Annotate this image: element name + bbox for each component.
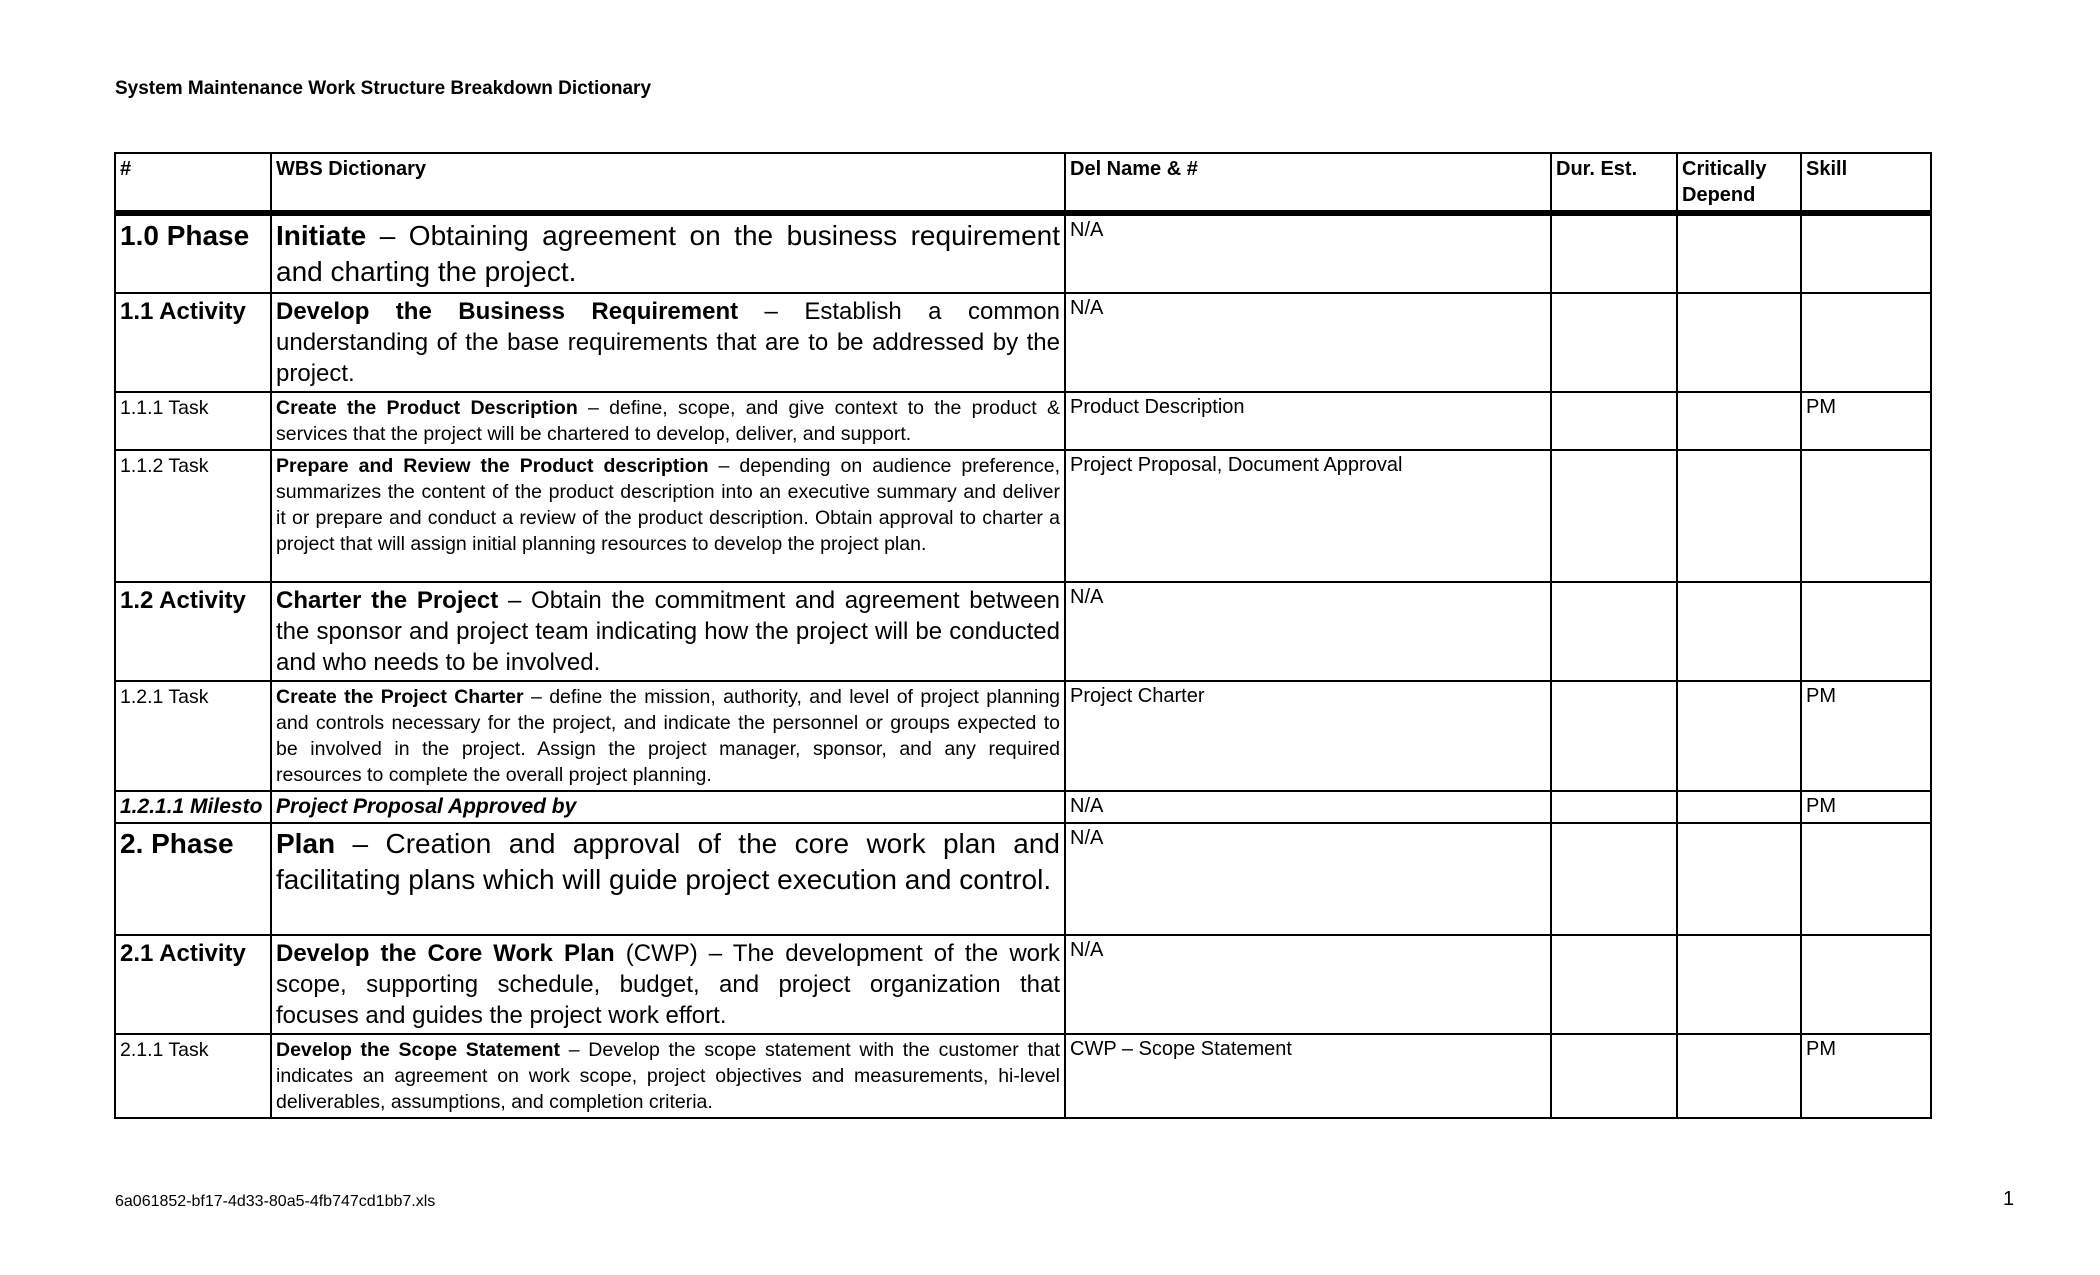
wbs-item-text: (CWP) – The development of the work scope, supporting schedule, budget, and project organization that focuses and guides the project work effort. [276, 940, 1060, 1029]
deliverable-cell: Project Proposal, Document Approval [1065, 450, 1551, 582]
deliverable-cell: Product Description [1065, 392, 1551, 450]
document-title: System Maintenance Work Structure Breakdown Dictionary [115, 78, 652, 99]
skill-cell [1801, 213, 1931, 293]
row-id: 1.1.2 Task [115, 450, 271, 582]
wbs-item-text: – Establish a common understanding of the base requirements that are to be addressed by the project. [276, 298, 1060, 387]
deliverable-cell: N/A [1065, 582, 1551, 681]
row-id: 1.1.1 Task [115, 392, 271, 450]
wbs-description [271, 823, 1065, 935]
table-row [115, 681, 1931, 791]
critically-depend-cell [1677, 582, 1801, 681]
skill-cell: PM [1801, 392, 1931, 450]
header-critically-line2: Depend [1682, 184, 1756, 206]
wbs-description [271, 791, 1065, 823]
wbs-description [271, 213, 1065, 293]
wbs-dictionary-table [114, 152, 1932, 1119]
critically-depend-cell [1677, 823, 1801, 935]
table-row [115, 791, 1931, 823]
row-id: 1.2.1 Task [115, 681, 271, 791]
table-row [115, 582, 1931, 681]
header-deliverable: Del Name & # [1065, 153, 1551, 213]
critically-depend-cell [1677, 450, 1801, 582]
wbs-item-text: – Obtaining agreement on the business requirement and charting the project. [276, 220, 1060, 287]
wbs-description [271, 450, 1065, 582]
wbs-item-text: – Develop the scope statement with the customer that indicates an agreement on work scope, project objectives and measurements, hi-level deliverables, assumptions, and completion criteria. [276, 1039, 1061, 1113]
row-id: 2.1.1 Task [115, 1034, 271, 1118]
header-skill: Skill [1801, 153, 1931, 213]
header-number: # [115, 153, 271, 213]
skill-cell [1801, 823, 1931, 935]
critically-depend-cell [1677, 681, 1801, 791]
wbs-item-text: – depending on audience preference, summarizes the content of the product description into an executive summary and deliver it or prepare and conduct a review of the product description. Obtain approval to charter a project that will assign initial planning resources to develop the project plan. [276, 455, 1060, 555]
table-row [115, 1034, 1931, 1118]
row-id: 1.2.1.1 Milesto [115, 791, 271, 823]
wbs-item-text: – define the mission, authority, and level of project planning and controls necessary for the project, and indicate the personnel or groups expected to be involved in the project. Assign the project manager, sponsor, and any required resources to complete the overall project planning. [276, 686, 1061, 786]
header-critically-depend [1677, 153, 1801, 213]
wbs-item-title: Create the Project Charter [276, 686, 524, 708]
wbs-item-text: – Creation and approval of the core work plan and facilitating plans which will guide project execution and control. [276, 828, 1060, 895]
wbs-item-title: Develop the Business Requirement [276, 298, 739, 325]
wbs-item-title: Develop the Core Work Plan [276, 940, 615, 967]
duration-cell [1551, 213, 1677, 293]
wbs-description [271, 392, 1065, 450]
row-id: 1.0 Phase [115, 213, 271, 293]
table-row [115, 823, 1931, 935]
deliverable-cell: N/A [1065, 935, 1551, 1034]
duration-cell [1551, 791, 1677, 823]
duration-cell [1551, 293, 1677, 392]
row-id: 1.2 Activity [115, 582, 271, 681]
wbs-item-title: Initiate [276, 220, 367, 251]
deliverable-cell: N/A [1065, 791, 1551, 823]
critically-depend-cell [1677, 791, 1801, 823]
critically-depend-cell [1677, 213, 1801, 293]
critically-depend-cell [1677, 1034, 1801, 1118]
skill-cell [1801, 293, 1931, 392]
duration-cell [1551, 681, 1677, 791]
wbs-description [271, 935, 1065, 1034]
critically-depend-cell [1677, 935, 1801, 1034]
page-number: 1 [2003, 1188, 2015, 1210]
deliverable-cell: N/A [1065, 213, 1551, 293]
wbs-item-title: Plan [276, 828, 336, 859]
row-id: 2.1 Activity [115, 935, 271, 1034]
critically-depend-cell [1677, 293, 1801, 392]
skill-cell: PM [1801, 681, 1931, 791]
wbs-item-title: Develop the Scope Statement [276, 1039, 561, 1061]
duration-cell [1551, 935, 1677, 1034]
duration-cell [1551, 392, 1677, 450]
wbs-description [271, 681, 1065, 791]
duration-cell [1551, 823, 1677, 935]
duration-cell [1551, 450, 1677, 582]
skill-cell [1801, 582, 1931, 681]
table-row [115, 213, 1931, 293]
table-row [115, 450, 1931, 582]
wbs-item-text: – define, scope, and give context to the product & services that the project will be chartered to develop, deliver, and support. [276, 397, 1060, 445]
wbs-description [271, 293, 1065, 392]
skill-cell [1801, 935, 1931, 1034]
wbs-item-title: Project Proposal Approved by [276, 795, 577, 818]
skill-cell: PM [1801, 1034, 1931, 1118]
header-wbs-dictionary: WBS Dictionary [271, 153, 1065, 213]
table-row [115, 293, 1931, 392]
wbs-item-title: Create the Product Description [276, 397, 578, 419]
skill-cell: PM [1801, 791, 1931, 823]
deliverable-cell: Project Charter [1065, 681, 1551, 791]
footer-filename: 6a061852-bf17-4d33-80a5-4fb747cd1bb7.xls [115, 1193, 436, 1210]
deliverable-cell: CWP – Scope Statement [1065, 1034, 1551, 1118]
wbs-description [271, 582, 1065, 681]
header-duration: Dur. Est. [1551, 153, 1677, 213]
critically-depend-cell [1677, 392, 1801, 450]
skill-cell [1801, 450, 1931, 582]
deliverable-cell: N/A [1065, 293, 1551, 392]
table-header-row [115, 153, 1931, 213]
row-id: 1.1 Activity [115, 293, 271, 392]
table-row [115, 392, 1931, 450]
header-critically-line1: Critically [1682, 158, 1767, 180]
wbs-item-title: Prepare and Review the Product description [276, 455, 709, 477]
row-id: 2. Phase [115, 823, 271, 935]
wbs-item-title: Charter the Project [276, 587, 499, 614]
deliverable-cell: N/A [1065, 823, 1551, 935]
wbs-item-text: – Obtain the commitment and agreement between the sponsor and project team indicating how the project will be conducted and who needs to be involved. [276, 587, 1060, 676]
table-row [115, 935, 1931, 1034]
wbs-description [271, 1034, 1065, 1118]
duration-cell [1551, 1034, 1677, 1118]
duration-cell [1551, 582, 1677, 681]
